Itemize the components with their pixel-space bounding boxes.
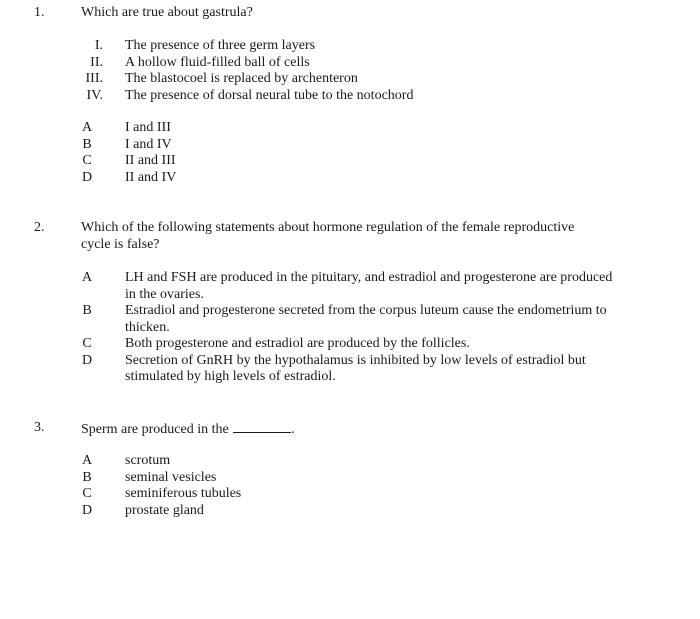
statement-item: [0, 88, 700, 105]
option-text: prostate gland: [125, 502, 204, 518]
option-text: Secretion of GnRH by the hypothalamus is inhibited by low levels of estradiol but stimulated by high levels of estradiol.: [125, 352, 586, 384]
statement-text: The blastocoel is replaced by archenteron: [125, 71, 358, 86]
option-text: II and III: [125, 153, 176, 168]
question-text: [81, 420, 621, 439]
answer-options: [0, 453, 700, 519]
option-letter: C: [82, 486, 92, 501]
option-text: seminiferous tubules: [125, 486, 242, 501]
statement-numeral: III.: [85, 71, 103, 86]
option-text: II and IV: [125, 169, 177, 185]
statement-text: The presence of dorsal neural tube to the notochord: [125, 87, 414, 103]
option-text: LH and FSH are produced in the pituitary, and estradiol and progesterone are produced in the ovaries.: [125, 270, 613, 302]
question-text-suffix: .: [291, 422, 295, 437]
option-letter: D: [81, 502, 93, 518]
fill-in-blank: [233, 420, 291, 433]
option-letter: D: [81, 169, 93, 185]
statement-list: [0, 38, 700, 104]
question-text: Which of the following statements about hormone regulation of the female reproductive cycle is false?: [81, 220, 575, 252]
question-number: 2.: [34, 220, 45, 235]
option-letter: B: [82, 303, 92, 318]
question-text: Which are true about gastrula?: [81, 5, 253, 20]
statement-item: [0, 71, 700, 88]
option-d[interactable]: [0, 503, 700, 520]
option-a[interactable]: [0, 270, 700, 303]
statement-numeral: IV.: [86, 87, 103, 103]
statement-text: The presence of three germ layers: [125, 38, 316, 53]
option-text: Both progesterone and estradiol are produced by the follicles.: [125, 336, 470, 351]
answer-options: [0, 120, 700, 186]
statement-text: A hollow fluid-filled ball of cells: [125, 54, 310, 70]
option-b[interactable]: [0, 303, 700, 336]
statement-numeral: I.: [94, 38, 103, 53]
option-letter: A: [81, 453, 93, 468]
option-letter: B: [82, 136, 92, 152]
statement-item: [0, 38, 700, 55]
option-c[interactable]: [0, 153, 700, 170]
option-b[interactable]: [0, 470, 700, 487]
option-letter: A: [81, 120, 93, 135]
option-text: I and IV: [125, 136, 172, 152]
statement-item: [0, 55, 700, 72]
option-letter: B: [82, 469, 92, 485]
question-number: 1.: [34, 5, 45, 20]
option-letter: A: [81, 270, 93, 285]
option-a[interactable]: [0, 453, 700, 470]
option-letter: C: [82, 336, 92, 351]
option-b[interactable]: [0, 137, 700, 154]
answer-options: [0, 270, 700, 386]
option-a[interactable]: [0, 120, 700, 137]
option-text: Estradiol and progesterone secreted from the corpus luteum cause the endometrium to thicken.: [125, 303, 607, 335]
option-text: scrotum: [125, 453, 171, 468]
option-text: I and III: [125, 120, 171, 135]
option-letter: D: [81, 352, 93, 368]
question-text-prefix: Sperm are produced in the: [81, 422, 229, 437]
option-letter: C: [82, 153, 92, 168]
option-d[interactable]: [0, 170, 700, 187]
statement-numeral: II.: [90, 54, 103, 70]
question-number: 3.: [34, 420, 45, 435]
option-d[interactable]: [0, 353, 700, 386]
option-c[interactable]: [0, 336, 700, 353]
option-text: seminal vesicles: [125, 469, 217, 485]
option-c[interactable]: [0, 486, 700, 503]
